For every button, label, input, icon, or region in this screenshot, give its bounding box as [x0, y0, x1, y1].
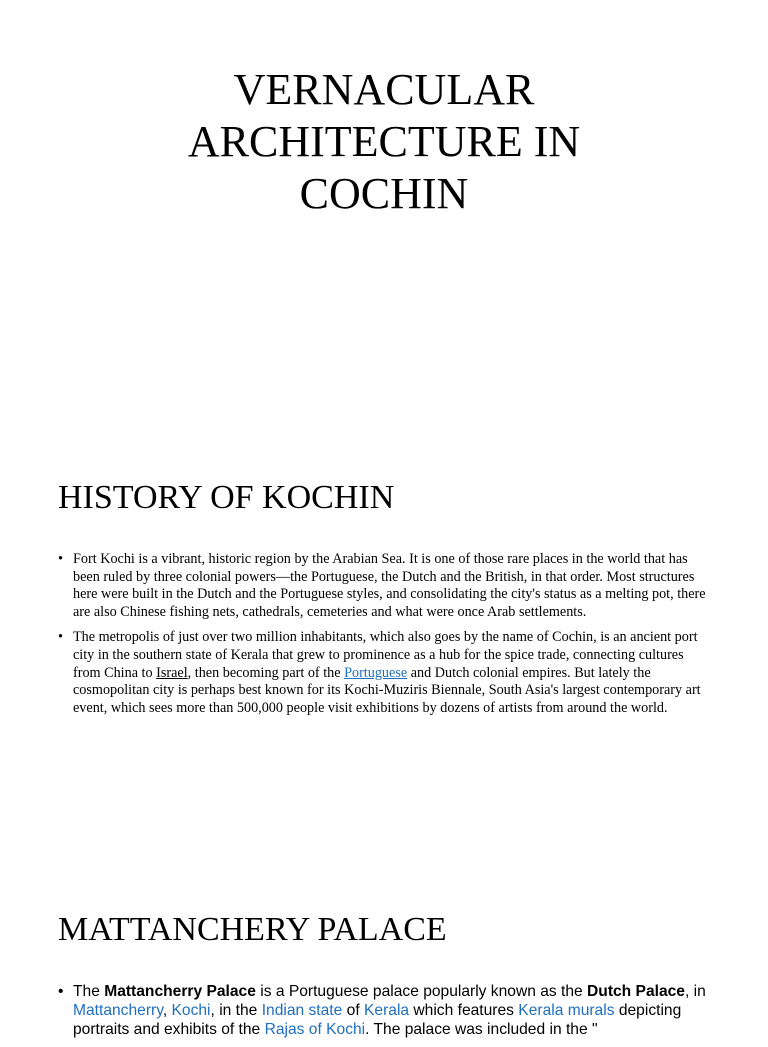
history-paragraph-2-part-b: , then becoming part of the — [187, 664, 345, 681]
mattancherry-bullet-1 — [58, 982, 710, 1039]
text-run: of — [342, 1002, 364, 1019]
history-heading: HISTORY OF KOCHIN — [58, 479, 395, 516]
text-run: , in the — [210, 1002, 262, 1019]
israel-link[interactable]: Israel — [156, 664, 188, 681]
text-run: . The palace was included in the " — [365, 1021, 598, 1038]
rajas-of-kochi-link[interactable]: Rajas of Kochi — [264, 1021, 366, 1038]
text-run: The — [73, 983, 105, 1000]
history-paragraph-1: Fort Kochi is a vibrant, historic region by the Arabian Sea. It is one of those rare places in the world that has been ruled by three colonial powers—the Portuguese, the Dutch and the British, in that order. Most structures here were built in the Dutch and the Portuguese styles, and consolidating the city's status as a melting pot, there are also Chinese fishing nets, cathedrals, cemeteries and what were once Arab settlements. — [73, 551, 706, 620]
bullet-dot: • — [58, 983, 64, 1000]
text-run: which features — [409, 1002, 519, 1019]
title-line-3: COCHIN — [299, 169, 469, 218]
title-line-1: VERNACULAR — [233, 65, 535, 114]
history-paragraph-2-part-c: and Dutch colonial empires. But lately the cosmopolitan city is perhaps best known for its Kochi-Muziris Biennale, South Asia's largest contemporary art event, which sees more than 500,000 people visit exhibitions by dozens of artists from around the world. — [73, 664, 701, 716]
title-line-2: ARCHITECTURE IN — [187, 117, 581, 166]
history-paragraph-2-part-a: The metropolis of just over two million inhabitants, which also goes by the name of Cochin, is an ancient port city in the southern state of Kerala that grew to prominence as a hub for the spice trade, connecting cultures from China to — [73, 629, 698, 681]
text-run: depicting portraits and exhibits of the — [73, 1002, 682, 1038]
bullet-dot: • — [58, 551, 63, 567]
indian-state-link[interactable]: Indian state — [261, 1002, 343, 1019]
text-run: is a Portuguese palace popularly known as the — [255, 983, 588, 1000]
presentation-title — [100, 64, 668, 220]
history-bullet-1 — [58, 551, 710, 621]
history-bullet-2 — [58, 629, 710, 717]
history-bullet-list — [58, 551, 710, 725]
kerala-link[interactable]: Kerala — [364, 1002, 410, 1019]
portuguese-link[interactable]: Portuguese — [344, 664, 408, 681]
bullet-dot: • — [58, 629, 63, 646]
mattancherry-heading: MATTANCHERY PALACE — [58, 911, 447, 948]
bold-dutch-palace: Dutch Palace — [587, 983, 685, 1000]
kerala-murals-link[interactable]: Kerala murals — [518, 1002, 615, 1019]
mattancherry-bullet-list — [58, 982, 710, 1047]
bold-mattancherry-palace: Mattancherry Palace — [104, 983, 256, 1000]
kochi-link[interactable]: Kochi — [171, 1002, 211, 1019]
text-run: , — [162, 1002, 172, 1019]
mattancherry-link[interactable]: Mattancherry — [73, 1002, 163, 1019]
text-run: , in — [684, 983, 706, 1000]
